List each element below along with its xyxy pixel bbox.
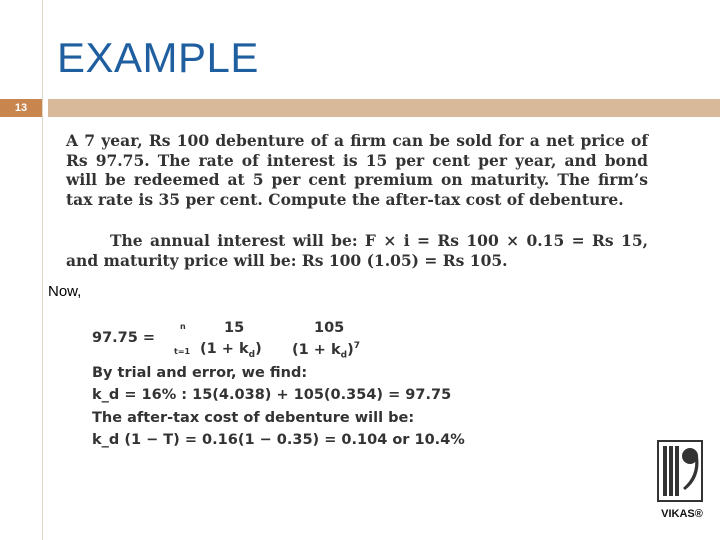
now-label: Now,: [48, 283, 82, 300]
sum-upper-limit: n: [180, 322, 186, 331]
solution-line-3: The after-tax cost of debenture will be:: [92, 410, 415, 426]
solution-line-1: By trial and error, we find:: [92, 365, 308, 381]
vikas-logo: [655, 440, 707, 526]
solution-line-4: k_d (1 − T) = 0.16(1 − 0.35) = 0.104 or 10.4%: [92, 432, 465, 448]
fraction2-denominator: $(1 + k_d)^7$: [292, 341, 360, 361]
slide-number: 13: [0, 99, 42, 117]
equation-lhs: 97.75 =: [92, 330, 156, 346]
title-divider-bar: [48, 99, 720, 117]
slide-title: EXAMPLE: [57, 34, 259, 81]
logo-text: VIKAS®: [661, 508, 703, 520]
left-rule: [42, 0, 43, 540]
fraction1-numerator: 15: [224, 320, 245, 336]
solution-intro-text: The annual interest will be: F × i = Rs 100 × 0.15 = Rs 15, and maturity price will be: Rs 100 (1.05) = Rs 105.: [66, 231, 648, 270]
fraction1-denominator: $(1 + k_d)$: [200, 341, 262, 360]
problem-statement: A 7 year, Rs 100 debenture of a firm can be sold for a net price of Rs 97.75. The rate of interest is 15 per cent per year, and bond will be redeemed at 5 per cent premium on maturity. The firm’s tax rate is 35 per cent. Compute the after-tax cost of debenture.: [66, 131, 648, 209]
solution-intro: [66, 231, 648, 271]
solution-line-2: k_d = 16% : 15(4.038) + 105(0.354) = 97.75: [92, 387, 452, 403]
logo-mark-icon: [657, 440, 703, 502]
fraction2-numerator: 105: [314, 320, 345, 336]
sum-lower-limit: t=1: [174, 347, 191, 356]
